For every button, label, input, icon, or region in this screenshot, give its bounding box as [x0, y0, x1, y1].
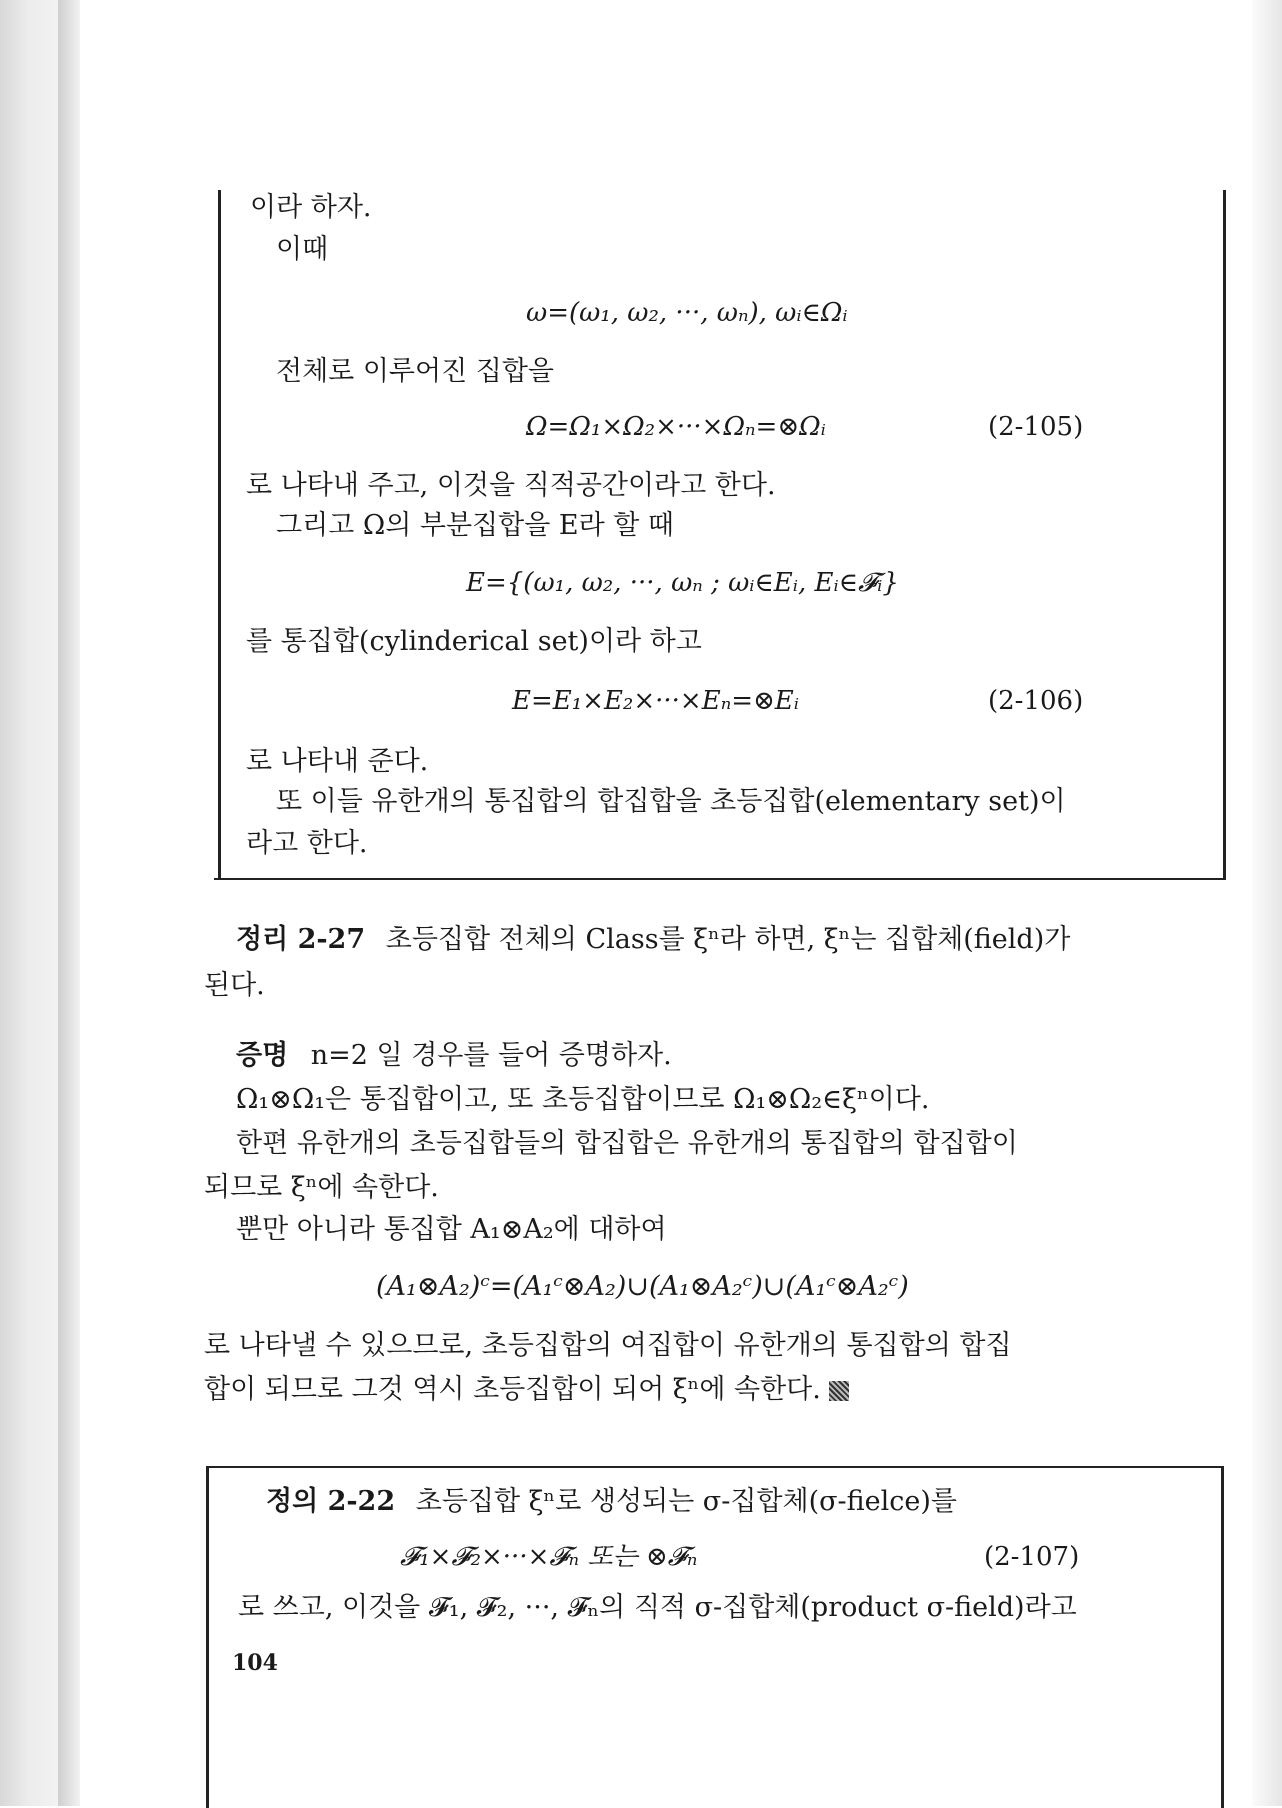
text-line: 한편 유한개의 초등집합들의 합집합은 유한개의 통집합의 합집합이 — [236, 1128, 1018, 1159]
text-line: 이때 — [276, 234, 329, 265]
boxed-section-1-bottom-rule — [214, 878, 1226, 880]
theorem-label: 정리 2-27 — [236, 924, 366, 955]
page-right-shadow — [1252, 0, 1282, 1806]
text-line: 된다. — [204, 970, 265, 1001]
equation-complement: (A₁⊗A₂)ᶜ=(A₁ᶜ⊗A₂)∪(A₁⊗A₂ᶜ)∪(A₁ᶜ⊗A₂ᶜ) — [376, 1271, 909, 1302]
equation-2-107: 𝓕₁×𝓕₂×···×𝓕ₙ 또는 ⊗𝓕ₙ — [400, 1542, 698, 1572]
page-edge — [58, 0, 81, 1806]
text-line: 되므로 ξⁿ에 속한다. — [204, 1172, 439, 1203]
definition-line — [266, 1484, 957, 1520]
page-number: 104 — [232, 1650, 278, 1676]
definition-label: 정의 2-22 — [266, 1486, 396, 1517]
proof-last-line: 합이 되므로 그것 역시 초등집합이 되어 ξⁿ에 속한다. — [204, 1374, 821, 1405]
text-line: 라고 한다. — [246, 828, 368, 859]
text-line: 또 이들 유한개의 통집합의 합집합을 초등집합(elementary set)이 — [276, 786, 1066, 817]
text-line: 로 나타낼 수 있으므로, 초등집합의 여집합이 유한개의 통집합의 합집 — [204, 1330, 1012, 1361]
equation-2-106: E=E₁×E₂×···×Eₙ=⊗Eᵢ — [512, 686, 800, 716]
equation-omega: ω=(ω₁, ω₂, ···, ωₙ), ωᵢ∈Ωᵢ — [526, 298, 848, 328]
text-line: 전체로 이루어진 집합을 — [276, 356, 554, 387]
equation-number-2-106: (2-106) — [988, 686, 1084, 716]
proof-line — [236, 1038, 672, 1074]
text-line: 뿐만 아니라 통집합 A₁⊗A₂에 대하여 — [236, 1214, 667, 1245]
text-line: 이라 하자. — [250, 192, 372, 223]
book-page — [80, 0, 1252, 1806]
proof-text: n=2 일 경우를 들어 증명하자. — [310, 1040, 672, 1071]
definition-text: 초등집합 ξⁿ로 생성되는 σ-집합체(σ-fielce)를 — [415, 1486, 957, 1517]
equation-E: E={(ω₁, ω₂, ···, ωₙ ; ωᵢ∈Eᵢ, Eᵢ∈𝓕ᵢ} — [466, 568, 899, 598]
text-line: 그리고 Ω의 부분집합을 E라 할 때 — [276, 510, 674, 541]
proof-label: 증명 — [236, 1040, 289, 1071]
text-line: 를 통집합(cylinderical set)이라 하고 — [246, 626, 702, 657]
text-line: 로 나타내 주고, 이것을 직적공간이라고 한다. — [246, 470, 776, 501]
equation-number-2-105: (2-105) — [988, 412, 1084, 442]
text-line — [204, 1372, 849, 1408]
equation-2-105: Ω=Ω₁×Ω₂×···×Ωₙ=⊗Ωᵢ — [526, 412, 826, 442]
text-line: 로 나타내 준다. — [246, 746, 429, 777]
theorem-text: 초등집합 전체의 Class를 ξⁿ라 하면, ξⁿ는 집합체(field)가 — [385, 924, 1071, 955]
boxed-section-2-top-rule — [206, 1466, 1224, 1468]
qed-square-icon — [829, 1381, 849, 1401]
text-line: 로 쓰고, 이것을 𝓕₁, 𝓕₂, ···, 𝓕ₙ의 직적 σ-집합체(product σ-field)라고 — [238, 1592, 1077, 1623]
text-line: Ω₁⊗Ω₁은 통집합이고, 또 초등집합이므로 Ω₁⊗Ω₂∈ξⁿ이다. — [236, 1084, 930, 1115]
equation-number-2-107: (2-107) — [984, 1542, 1080, 1572]
theorem-line — [236, 922, 1070, 958]
